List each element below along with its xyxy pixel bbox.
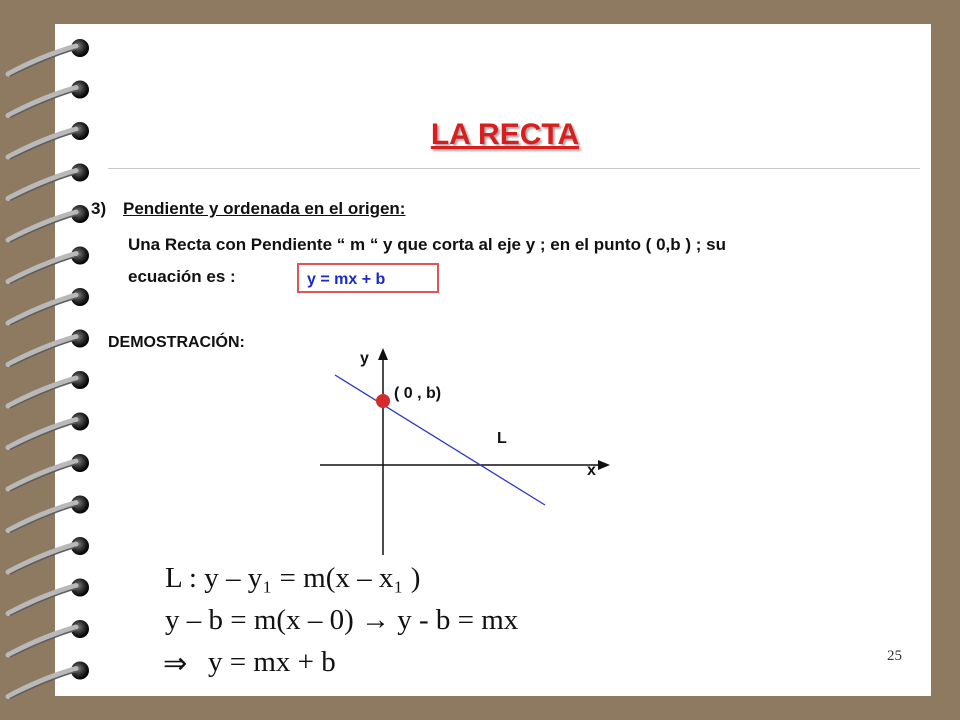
page-title: LA RECTA: [430, 118, 580, 151]
y-axis-arrow-icon: [378, 348, 388, 360]
x-axis-arrow-icon: [598, 460, 610, 470]
body-line-1: Una Recta con Pendiente “ m “ y que corta al eje y ; en el punto ( 0,b ) ; su: [128, 235, 726, 254]
page-number: 25: [887, 648, 902, 664]
line-label: L: [497, 430, 507, 447]
section-heading: Pendiente y ordenada en el origen:: [123, 199, 406, 218]
ring-wire: [8, 212, 76, 240]
demo-label: DEMOSTRACIÓN:: [108, 334, 245, 351]
section-number: 3): [91, 199, 107, 218]
ring-wire: [8, 544, 76, 572]
equation-line-1: L : y – y₁ = m(x – x₁ ): [165, 562, 421, 594]
coordinate-graph: [310, 340, 630, 560]
ring-wire-shadow: [10, 49, 76, 76]
y-axis-label: y: [360, 350, 369, 367]
ring-wire-shadow: [10, 174, 76, 201]
ring-wire-shadow: [10, 381, 76, 408]
ring-wire: [8, 378, 76, 406]
formula-box: y = mx + b: [297, 263, 439, 293]
body-line-2: ecuación es :: [128, 267, 236, 286]
ring-wire-shadow: [10, 423, 76, 450]
title-divider: [108, 168, 920, 169]
ring-wire: [8, 46, 76, 74]
ring-wire-shadow: [10, 298, 76, 325]
ring-wire-shadow: [10, 340, 76, 367]
ring-wire-shadow: [10, 257, 76, 284]
equation-line-3: y = mx + b: [208, 646, 336, 678]
intercept-point: [376, 394, 390, 408]
ring-wire: [8, 420, 76, 448]
ring-wire: [8, 337, 76, 365]
ring-wire: [8, 461, 76, 489]
ring-wire-shadow: [10, 215, 76, 242]
ring-wire-shadow: [10, 506, 76, 533]
x-axis-label: x: [587, 462, 596, 479]
ring-wire: [8, 627, 76, 655]
ring-wire: [8, 669, 76, 697]
ring-wire: [8, 503, 76, 531]
ring-wire-shadow: [10, 464, 76, 491]
spiral-binding-rings: [0, 0, 110, 720]
point-label: ( 0 , b): [394, 385, 442, 402]
ring-wire-shadow: [10, 672, 76, 699]
equation-line-2: y – b = m(x – 0) → y - b = mx: [165, 604, 519, 636]
ring-wire: [8, 88, 76, 116]
ring-wire-shadow: [10, 547, 76, 574]
ring-wire: [8, 295, 76, 323]
ring-wire-shadow: [10, 630, 76, 657]
implies-arrow-icon: ⇒: [163, 648, 188, 680]
ring-wire: [8, 254, 76, 282]
ring-wire: [8, 586, 76, 614]
ring-wire: [8, 171, 76, 199]
ring-wire-shadow: [10, 91, 76, 118]
ring-wire-shadow: [10, 589, 76, 616]
